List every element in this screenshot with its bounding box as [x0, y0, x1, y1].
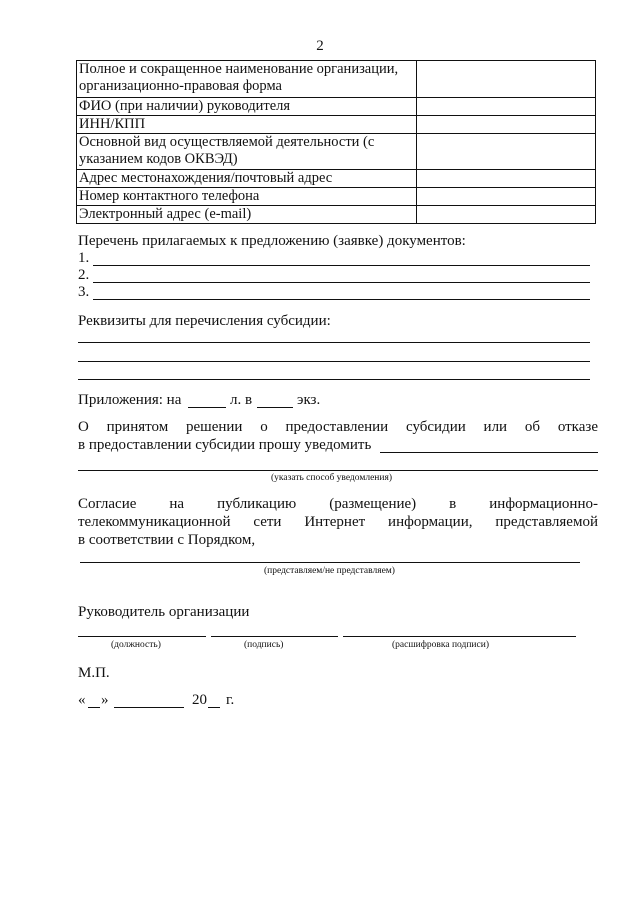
- date-year-line[interactable]: [208, 707, 220, 708]
- attachments-mid: л. в: [230, 392, 253, 408]
- row-value-activity[interactable]: [417, 134, 596, 170]
- row-label-inn-kpp: ИНН/КПП: [77, 116, 417, 134]
- consent-word: телекоммуникационной: [78, 514, 231, 530]
- notify-word: о: [260, 419, 268, 435]
- requisites-heading: Реквизиты для перечисления субсидии:: [78, 313, 331, 329]
- row-label-phone: Номер контактного телефона: [77, 188, 417, 206]
- date-month-line[interactable]: [114, 707, 184, 708]
- signature-decoding-line[interactable]: [343, 636, 576, 637]
- head-title: Руководитель организации: [78, 604, 250, 620]
- row-value-org-name[interactable]: [417, 61, 596, 98]
- attachments-suffix: экз.: [297, 392, 321, 408]
- attachments-copies-line[interactable]: [257, 407, 293, 408]
- table-row: [77, 98, 596, 116]
- attachments-prefix: Приложения: на: [78, 392, 182, 408]
- consent-line-2: [78, 514, 598, 531]
- notify-line-2: в предоставлении субсидии прошу уведомить: [78, 437, 372, 453]
- row-value-phone[interactable]: [417, 188, 596, 206]
- stamp-label: М.П.: [78, 665, 110, 681]
- notify-word: решении: [185, 419, 243, 435]
- signature-line[interactable]: [211, 636, 338, 637]
- documents-heading: Перечень прилагаемых к предложению (заявке) документов:: [78, 233, 466, 249]
- date-suffix: г.: [226, 692, 235, 708]
- row-label-email: Электронный адрес (e-mail): [77, 206, 417, 224]
- consent-word: сети: [253, 514, 282, 530]
- decoding-caption: (расшифровка подписи): [392, 640, 489, 650]
- row-label-activity: Основной вид осуществляемой деятельности (с указанием кодов ОКВЭД): [77, 134, 417, 170]
- document-number-1: 1.: [78, 250, 90, 266]
- document-number-2: 2.: [78, 267, 90, 283]
- document-line-3[interactable]: [93, 299, 590, 300]
- table-row: [77, 134, 596, 170]
- date-open-quote: «: [78, 692, 86, 708]
- date-day-line[interactable]: [88, 707, 100, 708]
- consent-caption: (представляем/не представляем): [264, 566, 395, 576]
- row-value-head-name[interactable]: [417, 98, 596, 116]
- notify-word: или: [483, 419, 508, 435]
- row-value-inn-kpp[interactable]: [417, 116, 596, 134]
- notify-caption: (указать способ уведомления): [271, 473, 392, 483]
- requisites-line-2[interactable]: [78, 361, 590, 362]
- table-row: [77, 116, 596, 134]
- consent-word: информационно-: [489, 496, 598, 512]
- date-year-prefix: 20: [192, 692, 207, 708]
- consent-word: Согласие: [78, 496, 137, 512]
- consent-word: представляемой: [495, 514, 598, 530]
- table-row: [77, 170, 596, 188]
- consent-word: Интернет: [304, 514, 366, 530]
- table-row: [77, 61, 596, 98]
- consent-word: в: [449, 496, 457, 512]
- consent-word: на: [169, 496, 185, 512]
- row-label-org-name: Полное и сокращенное наименование организации, организационно-правовая форма: [77, 61, 417, 98]
- row-value-email[interactable]: [417, 206, 596, 224]
- notify-word: отказе: [557, 419, 598, 435]
- consent-line-3: в соответствии с Порядком,: [78, 532, 256, 548]
- notify-word: об: [524, 419, 541, 435]
- document-line-1[interactable]: [93, 265, 590, 266]
- consent-word: информации,: [388, 514, 473, 530]
- consent-line-1: [78, 496, 598, 513]
- requisites-line-3[interactable]: [78, 379, 590, 380]
- consent-word: публикацию: [217, 496, 297, 512]
- table-row: [77, 188, 596, 206]
- notify-method-line-2[interactable]: [78, 470, 598, 471]
- notify-word: принятом: [106, 419, 169, 435]
- date-close-quote: »: [101, 692, 109, 708]
- table-row: [77, 206, 596, 224]
- consent-choice-line[interactable]: [80, 562, 580, 563]
- row-label-head-name: ФИО (при наличии) руководителя: [77, 98, 417, 116]
- notify-word: О: [78, 419, 89, 435]
- notify-word: субсидии: [405, 419, 466, 435]
- position-line[interactable]: [78, 636, 206, 637]
- consent-word: (размещение): [329, 496, 417, 512]
- requisites-line-1[interactable]: [78, 342, 590, 343]
- row-label-address: Адрес местонахождения/почтовый адрес: [77, 170, 417, 188]
- organization-info-table: [76, 60, 596, 224]
- document-number-3: 3.: [78, 284, 90, 300]
- attachments-pages-line[interactable]: [188, 407, 226, 408]
- notify-word: предоставлении: [285, 419, 389, 435]
- position-caption: (должность): [111, 640, 161, 650]
- page-number: 2: [316, 38, 324, 54]
- document-line-2[interactable]: [93, 282, 590, 283]
- notify-line-1: [78, 419, 598, 436]
- notify-method-line[interactable]: [380, 452, 598, 453]
- signature-caption: (подпись): [244, 640, 284, 650]
- row-value-address[interactable]: [417, 170, 596, 188]
